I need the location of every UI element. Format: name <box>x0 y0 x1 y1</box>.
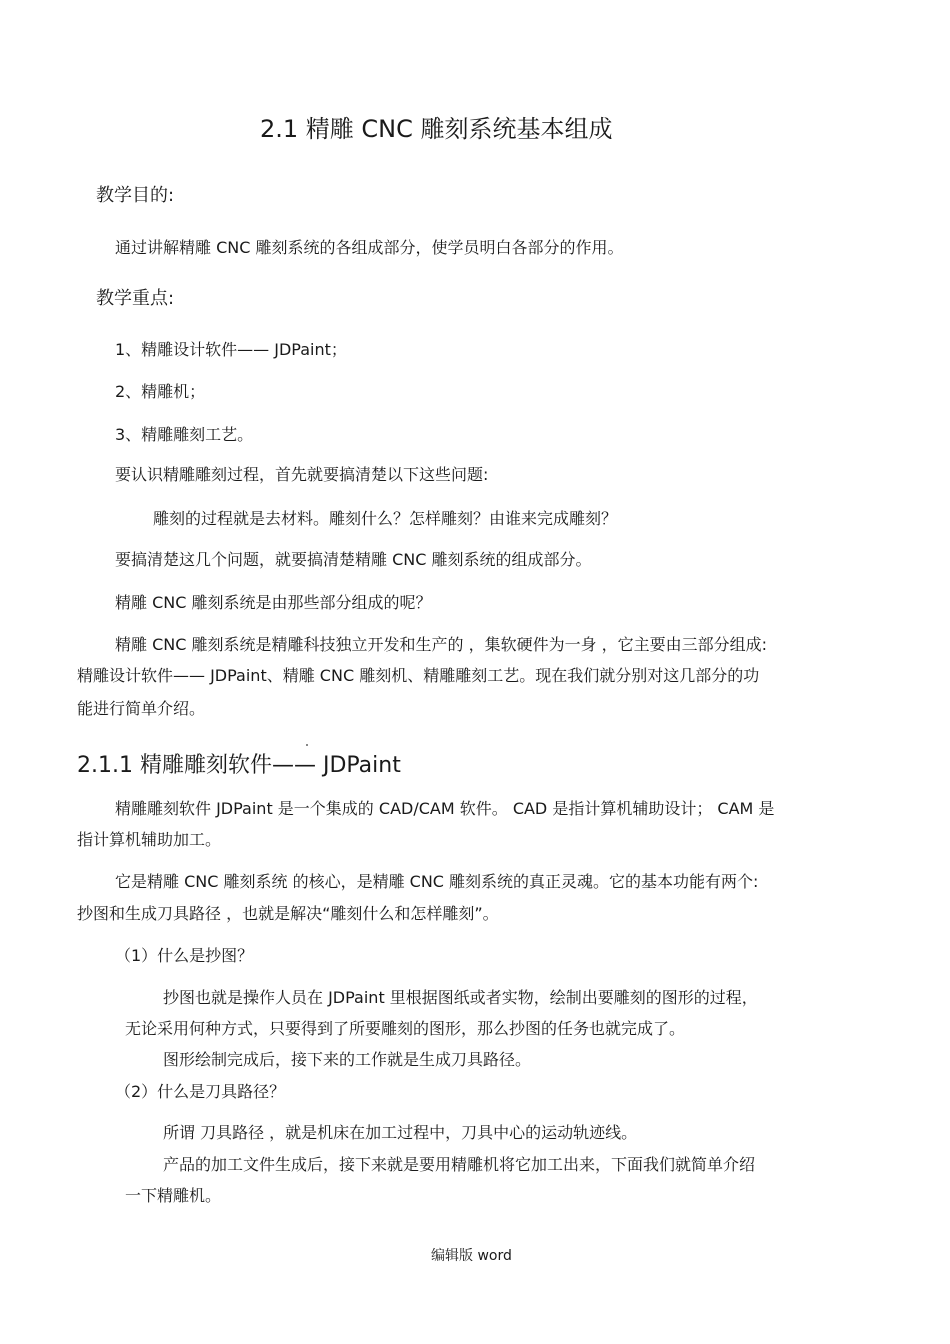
teaching-focus-heading: 教学重点: <box>96 288 175 309</box>
subsection-heading: 2.1.1 精雕雕刻软件—— JDPaint <box>77 753 401 778</box>
focus-item-1: 1、精雕设计软件—— JDPaint； <box>115 340 347 359</box>
question-1: （1）什么是抄图？ <box>115 946 254 965</box>
question-2: （2）什么是刀具路径？ <box>115 1082 286 1101</box>
teaching-goal-heading: 教学目的: <box>96 185 175 206</box>
paragraph-line: 产品的加工文件生成后，接下来就是要用精雕机将它加工出来，下面我们就简单介绍 <box>163 1155 756 1174</box>
paragraph: 要搞清楚这几个问题，就要搞清楚精雕 CNC 雕刻系统的组成部分。 <box>115 550 592 569</box>
paragraph: 所谓 刀具路径 ，就是机床在加工过程中，刀具中心的运动轨迹线。 <box>163 1123 638 1142</box>
page-footer: 编辑版 word <box>431 1248 512 1264</box>
paragraph: 要认识精雕雕刻过程，首先就要搞清楚以下这些问题: <box>115 465 489 484</box>
paragraph-line: 一下精雕机。 <box>125 1186 222 1205</box>
paragraph: 雕刻的过程就是去材料。雕刻什么？怎样雕刻？由谁来完成雕刻？ <box>153 509 618 528</box>
paragraph-line: 精雕 CNC 雕刻系统是精雕科技独立开发和生产的 ，集软硬件为一身 ，它主要由三部分组成: <box>115 635 768 654</box>
paragraph-line: 无论采用何种方式，只要得到了所要雕刻的图形，那么抄图的任务也就完成了。 <box>125 1019 686 1038</box>
teaching-goal-text: 通过讲解精雕 CNC 雕刻系统的各组成部分，使学员明白各部分的作用。 <box>115 238 624 257</box>
paragraph-line: 指计算机辅助加工。 <box>77 830 222 849</box>
focus-item-3: 3、精雕雕刻工艺。 <box>115 425 254 444</box>
paragraph-line: 能进行简单介绍。 <box>77 699 206 718</box>
paragraph: 图形绘制完成后，接下来的工作就是生成刀具路径。 <box>163 1050 532 1069</box>
paragraph-line: 抄图和生成刀具路径 ，也就是解决“雕刻什么和怎样雕刻”。 <box>77 904 499 923</box>
paragraph-line: 抄图也就是操作人员在 JDPaint 里根据图纸或者实物，绘制出要雕刻的图形的过程， <box>163 988 758 1007</box>
page-title: 2.1 精雕 CNC 雕刻系统基本组成 <box>260 115 613 143</box>
focus-item-2: 2、精雕机； <box>115 382 206 401</box>
paragraph: 精雕 CNC 雕刻系统是由那些部分组成的呢？ <box>115 593 432 612</box>
paragraph-line: 精雕雕刻软件 JDPaint 是一个集成的 CAD/CAM 软件。 CAD 是指计算机辅助设计； CAM 是 <box>115 799 775 818</box>
paragraph-line: 它是精雕 CNC 雕刻系统 的核心，是精雕 CNC 雕刻系统的真正灵魂。它的基本功能有两个: <box>115 872 759 891</box>
paragraph-line: 精雕设计软件—— JDPaint、精雕 CNC 雕刻机、精雕雕刻工艺。现在我们就分别对这几部分的功 <box>77 666 760 685</box>
stray-dot <box>306 744 308 746</box>
